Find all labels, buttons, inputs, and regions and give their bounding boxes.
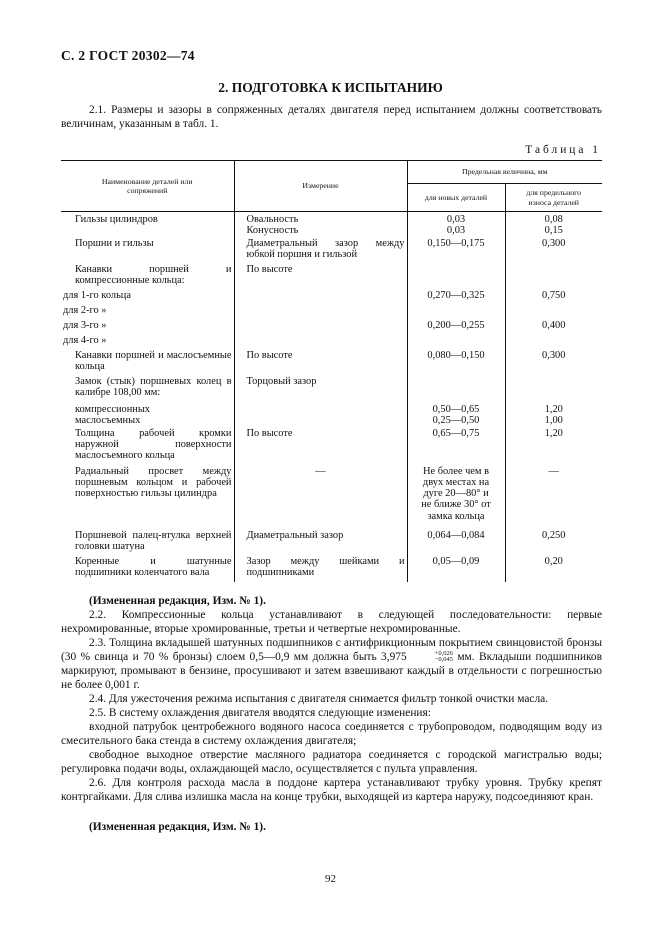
row-measure: Конусность bbox=[246, 225, 299, 237]
row-measure: По высоте bbox=[234, 264, 407, 290]
row-measure: По высоте bbox=[234, 428, 407, 466]
header-new: для новых деталей bbox=[407, 184, 505, 212]
table-row bbox=[61, 305, 602, 320]
table-caption: Таблица 1 bbox=[525, 144, 601, 156]
row-wear: 0,15 bbox=[544, 225, 563, 237]
table-row bbox=[61, 376, 602, 404]
table-row bbox=[61, 350, 602, 376]
paragraph-2-3-start: 2.3. Толщина вкладышей шатунных подшипников с антифрикционным покрытием свинцовистой бронзы (30 % свинца и 70 % бронзы) слоем 0,5—0,9 мм должна быть 3,975 bbox=[61, 637, 602, 663]
row-new: 0,03 bbox=[446, 214, 466, 225]
table-row bbox=[61, 335, 602, 350]
paragraph-2-6: 2.6. Для контроля расхода масла в поддоне картера устанавливают трубку уровня. Трубку крепят контргайками. Для слива излишка масла на конце трубки, выходящей из картера наружу, подсоединяют кран. bbox=[61, 777, 602, 803]
row-wear: 1,20 bbox=[544, 403, 563, 415]
row-measure: Диаметральный зазор между юбкой поршня и гильзой bbox=[234, 238, 407, 264]
row-name: Толщина рабочей кромки наружной поверхности маслосъемного кольца bbox=[75, 427, 232, 462]
tolerance-upper: +0,026 bbox=[434, 650, 453, 658]
row-name: для 3-го » bbox=[63, 319, 107, 331]
row-name: компрессионных bbox=[75, 403, 150, 415]
paragraph-2-3 bbox=[61, 636, 602, 692]
paragraph-2-3-end: мм. Вкладыши подшипников маркируют, промывают в бензине, просушивают и затем взвешивают каждый в отдельности с погрешностью не более 0,001 г. bbox=[61, 651, 602, 691]
paragraph-2-5: 2.5. В систему охлаждения двигателя вводятся следующие изменения: bbox=[89, 707, 431, 719]
table-row bbox=[61, 212, 602, 238]
row-new: 0,080—0,150 bbox=[407, 350, 505, 376]
header-measure: Измерение bbox=[234, 161, 407, 212]
tolerance-lower: −0,045 bbox=[434, 656, 453, 664]
table-row bbox=[61, 556, 602, 582]
header-name: Наименование деталей или сопряжений bbox=[61, 161, 234, 212]
row-wear: — bbox=[505, 466, 602, 530]
row-wear: 0,750 bbox=[505, 290, 602, 305]
table-row bbox=[61, 404, 602, 428]
row-measure: Овальность bbox=[246, 214, 299, 225]
row-name: для 4-го » bbox=[63, 334, 107, 346]
table-row bbox=[61, 264, 602, 290]
header-wear: для предельного износа деталей bbox=[505, 184, 602, 212]
table-row bbox=[61, 320, 602, 335]
row-wear: 0,250 bbox=[505, 530, 602, 556]
row-new: 0,50—0,65 bbox=[432, 403, 480, 415]
row-name: маслосъемных bbox=[75, 414, 141, 426]
row-new: 0,05—0,09 bbox=[407, 556, 505, 582]
table-row bbox=[61, 290, 602, 305]
row-name: Канавки поршней и маслосъемные кольца bbox=[75, 349, 232, 372]
table-row bbox=[61, 530, 602, 556]
tolerance bbox=[407, 651, 453, 663]
row-measure: Торцовый зазор bbox=[234, 376, 407, 404]
row-name: Замок (стык) поршневых колец в калибре 108,00 мм: bbox=[75, 375, 232, 398]
header-limit: Предельная величина, мм bbox=[407, 161, 602, 184]
paragraph-2-1: 2.1. Размеры и зазоры в сопряженных деталях двигателя перед испытанием должны соответствовать величинам, указанным в табл. 1. bbox=[61, 104, 602, 130]
edit-note-2: (Измененная редакция, Изм. № 1). bbox=[89, 821, 266, 833]
row-measure: Диаметральный зазор bbox=[234, 530, 407, 556]
table-row bbox=[61, 428, 602, 466]
row-measure: — bbox=[234, 466, 407, 530]
row-new: 0,150—0,175 bbox=[407, 238, 505, 264]
page-number: 92 bbox=[325, 873, 336, 885]
row-wear: 1,20 bbox=[505, 428, 602, 466]
row-wear: 0,400 bbox=[505, 320, 602, 335]
row-name: для 1-го кольца bbox=[63, 289, 131, 301]
row-new: 0,25—0,50 bbox=[432, 414, 480, 426]
paragraph-2-5-b: свободное выходное отверстие масляного радиатора соединяется с городской магистралью воды; регулировка подачи воды, охлаждающей масло, осуществляется с пульта управления. bbox=[61, 749, 602, 775]
document-header: С. 2 ГОСТ 20302—74 bbox=[61, 48, 195, 63]
row-wear: 0,20 bbox=[505, 556, 602, 582]
row-measure: По высоте bbox=[234, 350, 407, 376]
edit-note: (Измененная редакция, Изм. № 1). bbox=[89, 595, 266, 607]
row-measure: Зазор между шейками и подшипниками bbox=[234, 556, 407, 582]
row-new: 0,03 bbox=[446, 225, 466, 237]
section-title: 2. ПОДГОТОВКА К ИСПЫТАНИЮ bbox=[218, 80, 443, 95]
row-new: 0,200—0,255 bbox=[407, 320, 505, 335]
paragraph-2-5-a: входной патрубок центробежного водяного насоса соединяется с трубопроводом, подводящим воду из смесительного бака стенда в систему охлаждения двигателя; bbox=[61, 721, 602, 747]
table-1 bbox=[61, 160, 602, 582]
table-row bbox=[61, 466, 602, 530]
row-name: Канавки поршней и компрессионные кольца: bbox=[75, 263, 232, 286]
row-new: 0,270—0,325 bbox=[407, 290, 505, 305]
row-wear: 0,300 bbox=[505, 238, 602, 264]
row-name: Радиальный просвет между поршневым кольцом и рабочей поверхностью гильзы цилиндра bbox=[75, 465, 232, 500]
paragraph-2-2: 2.2. Компрессионные кольца устанавливают в следующей последовательности: первые нехромированные, вторые хромированные, третьи и четвертые нехромированные. bbox=[61, 609, 602, 635]
row-name: для 2-го » bbox=[63, 304, 107, 316]
row-name: Поршни и гильзы bbox=[75, 237, 154, 249]
row-new: 0,65—0,75 bbox=[407, 428, 505, 466]
row-new: 0,064—0,084 bbox=[407, 530, 505, 556]
row-name: Поршневой палец-втулка верхней головки шатуна bbox=[75, 529, 232, 552]
paragraph-2-4: 2.4. Для ужесточения режима испытания с двигателя снимается фильтр тонкой очистки масла. bbox=[89, 693, 549, 705]
row-wear: 0,300 bbox=[505, 350, 602, 376]
row-new: Не более чем в двух местах на дуге 20—80° и не ближе 30° от замка кольца bbox=[407, 466, 505, 530]
row-wear: 1,00 bbox=[544, 414, 563, 426]
row-name: Коренные и шатунные подшипники коленчатого вала bbox=[75, 555, 232, 578]
row-wear: 0,08 bbox=[544, 214, 563, 225]
table-row bbox=[61, 238, 602, 264]
row-name: Гильзы цилиндров bbox=[75, 214, 158, 225]
